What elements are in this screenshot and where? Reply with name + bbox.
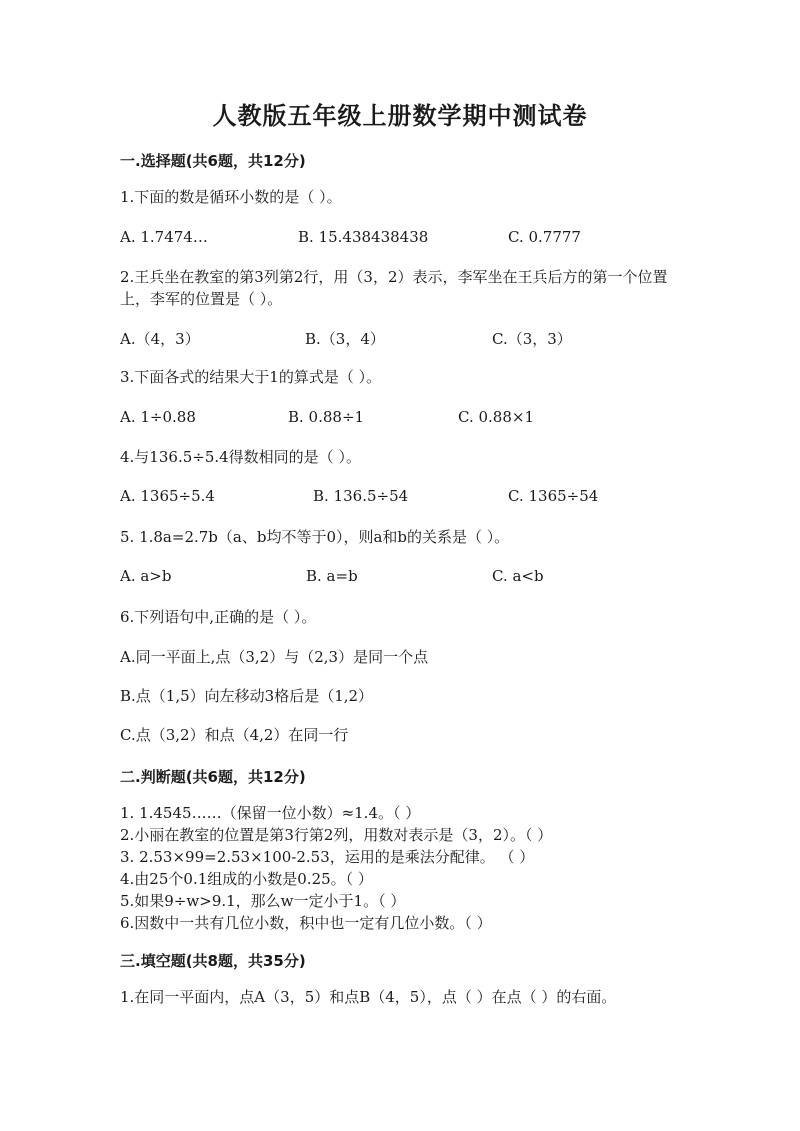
option-a: A. 1365÷5.4: [120, 487, 215, 505]
option-c: C.点（3,2）和点（4,2）在同一行: [120, 726, 349, 744]
section-heading-choice: 一.选择题(共6题，共12分): [120, 152, 306, 170]
option-b: B.点（1,5）向左移动3格后是（1,2）: [120, 687, 374, 705]
question-stem: 2.王兵坐在教室的第3列第2行，用（3，2）表示，李军坐在王兵后方的第一个位置上，李军的位置是（ ）。: [120, 268, 668, 308]
question-stem: 3.下面各式的结果大于1的算式是（ ）。: [120, 368, 382, 386]
option-b: B. 136.5÷54: [313, 487, 409, 505]
option-a: A. 1÷0.88: [120, 408, 196, 426]
judgment-item: 3. 2.53×99=2.53×100-2.53，运用的是乘法分配律。 （ ）: [120, 848, 535, 866]
exam-title: 人教版五年级上册数学期中测试卷: [212, 101, 588, 130]
option-c: C. 0.88×1: [458, 408, 534, 426]
option-a: A. 1.7474…: [120, 228, 208, 246]
judgment-item: 4.由25个0.1组成的小数是0.25。（ ）: [120, 870, 373, 888]
question-stem: 6.下列语句中,正确的是（ ）。: [120, 608, 317, 626]
option-c: C. 1365÷54: [508, 487, 599, 505]
judgment-item: 1. 1.4545……（保留一位小数）≈1.4。（ ）: [120, 804, 421, 822]
judgment-item: 2.小丽在教室的位置是第3行第2列，用数对表示是（3，2）。（ ）: [120, 826, 553, 844]
judgment-item: 5.如果9÷w>9.1，那么w一定小于1。（ ）: [120, 892, 406, 910]
option-b: B.（3，4）: [305, 330, 385, 348]
option-c: C. a<b: [492, 567, 544, 585]
option-b: B. a=b: [306, 567, 358, 585]
section-heading-fill-blank: 三.填空题(共8题，共35分): [120, 952, 306, 970]
question-stem: 1.下面的数是循环小数的是（ ）。: [120, 188, 342, 206]
option-a: A. a>b: [120, 567, 172, 585]
option-b: B. 0.88÷1: [288, 408, 365, 426]
question-stem: 4.与136.5÷5.4得数相同的是（ ）。: [120, 448, 361, 466]
option-c: C.（3，3）: [492, 330, 572, 348]
question-stem: 5. 1.8a=2.7b（a、b均不等于0），则a和b的关系是（ ）。: [120, 528, 510, 546]
option-a: A.同一平面上,点（3,2）与（2,3）是同一个点: [120, 648, 429, 666]
judgment-item: 6.因数中一共有几位小数，积中也一定有几位小数。（ ）: [120, 914, 492, 932]
option-a: A.（4，3）: [120, 330, 200, 348]
option-b: B. 15.438438438: [298, 228, 429, 246]
fill-blank-item: 1.在同一平面内，点A（3，5）和点B（4，5），点（ ）在点（ ）的右面。: [120, 988, 617, 1006]
option-c: C. 0.7777: [508, 228, 581, 246]
section-heading-judgment: 二.判断题(共6题，共12分): [120, 768, 306, 786]
